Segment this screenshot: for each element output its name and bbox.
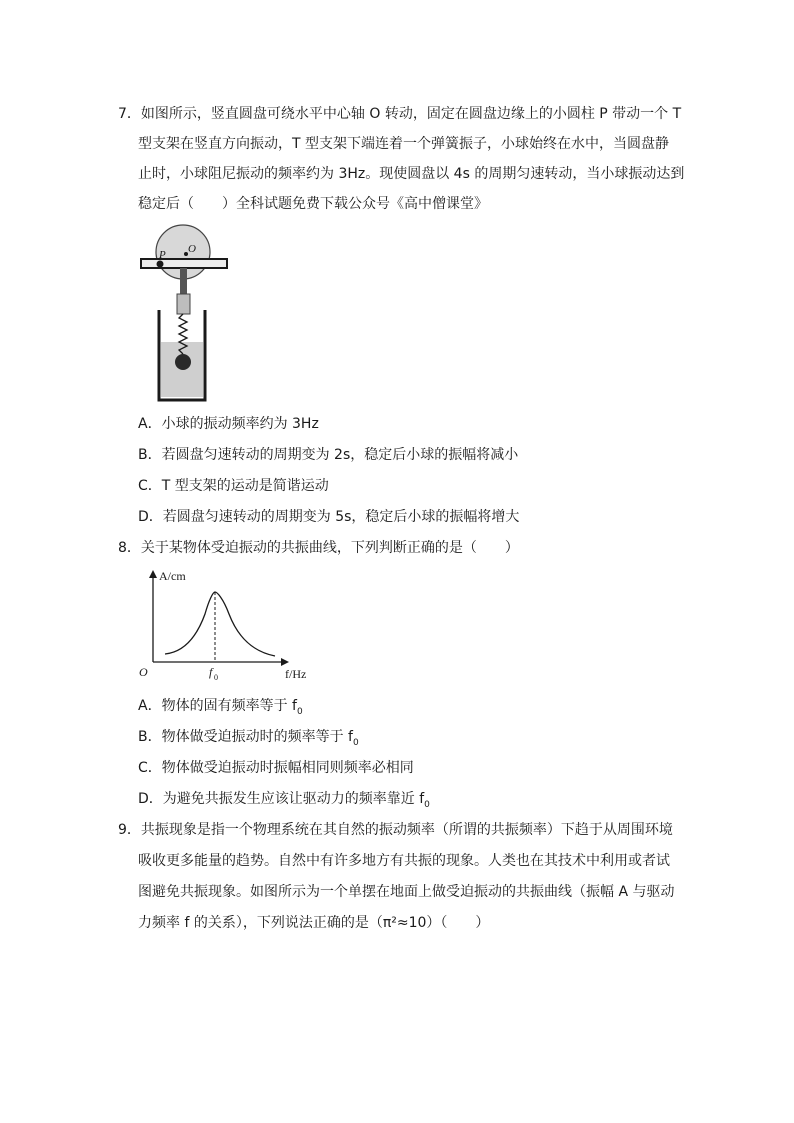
q8-option-b <box>138 727 359 753</box>
q8-option-d-text: D．为避免共振发生应该让驱动力的频率靠近 f <box>138 791 425 807</box>
q9-stem-line-1: 9．共振现象是指一个物理系统在其自然的振动频率（所谓的共振频率）下趋于从周围环境 <box>118 822 673 838</box>
q8-option-b-subscript: 0 <box>352 737 359 748</box>
label-o: O <box>188 243 196 255</box>
q9-stem-line-2: 吸收更多能量的趋势。自然中有许多地方有共振的现象。人类也在其技术中利用或者试 <box>138 853 670 869</box>
q7-stem-line-2: 型支架在竖直方向振动，T 型支架下端连着一个弹簧振子，小球始终在水中，当圆盘静 <box>138 136 669 152</box>
point-p-pin <box>157 261 164 268</box>
guide-sleeve <box>177 294 190 314</box>
q8-option-a-text: A．物体的固有频率等于 f <box>138 698 297 714</box>
q8-option-a-subscript: 0 <box>296 706 303 717</box>
q8-option-c <box>138 758 414 778</box>
label-p: P <box>159 249 166 261</box>
q7-stem-line-3: 止时，小球阻尼振动的频率约为 3Hz。现使圆盘以 4s 的周期匀速转动，当小球振动达到 <box>138 166 685 182</box>
q8-option-d <box>138 789 430 815</box>
q9-stem-line-4: 力频率 f 的关系），下列说法正确的是（π²≈10）（ ） <box>138 915 490 931</box>
y-axis-arrow <box>149 570 157 578</box>
q7-apparatus-figure <box>135 222 235 404</box>
resonance-curve <box>165 592 275 656</box>
origin-label: O <box>139 665 148 679</box>
q8-stem: 8．关于某物体受迫振动的共振曲线，下列判断正确的是（ ） <box>118 540 519 556</box>
q7-option-d: D．若圆盘匀速转动的周期变为 5s，稳定后小球的振幅将增大 <box>138 509 520 525</box>
y-axis-label: A/cm <box>159 569 186 583</box>
q8-resonance-curve-figure <box>135 566 315 684</box>
t-frame-bar <box>141 259 227 268</box>
q7-option-c: C．T 型支架的运动是简谐运动 <box>138 478 329 494</box>
peak-frequency-subscript: 0 <box>214 673 218 682</box>
q7-stem-line-4: 稳定后（ ）全科试题免费下载公众号《高中僧课堂》 <box>138 196 488 212</box>
x-axis-label: f/Hz <box>285 667 307 681</box>
q9-stem-line-3: 图避免共振现象。如图所示为一个单摆在地面上做受迫振动的共振曲线（振幅 A 与驱动 <box>138 884 675 900</box>
q7-stem-line-1: 7．如图所示，竖直圆盘可绕水平中心轴 O 转动，固定在圆盘边缘上的小圆柱 P 带动一个 T <box>118 106 682 122</box>
peak-frequency-label: f <box>209 665 213 679</box>
q7-option-a: A．小球的振动频率约为 3Hz <box>138 416 319 432</box>
x-axis-arrow <box>281 658 289 666</box>
q7-option-b: B．若圆盘匀速转动的周期变为 2s，稳定后小球的振幅将减小 <box>138 447 519 463</box>
ball <box>175 354 191 370</box>
q8-option-a <box>138 696 303 722</box>
q8-option-d-subscript: 0 <box>424 799 430 810</box>
q8-option-b-text: B．物体做受迫振动时的频率等于 f <box>138 729 353 745</box>
q8-option-c-text: C．物体做受迫振动时振幅相同则频率必相同 <box>138 760 414 776</box>
